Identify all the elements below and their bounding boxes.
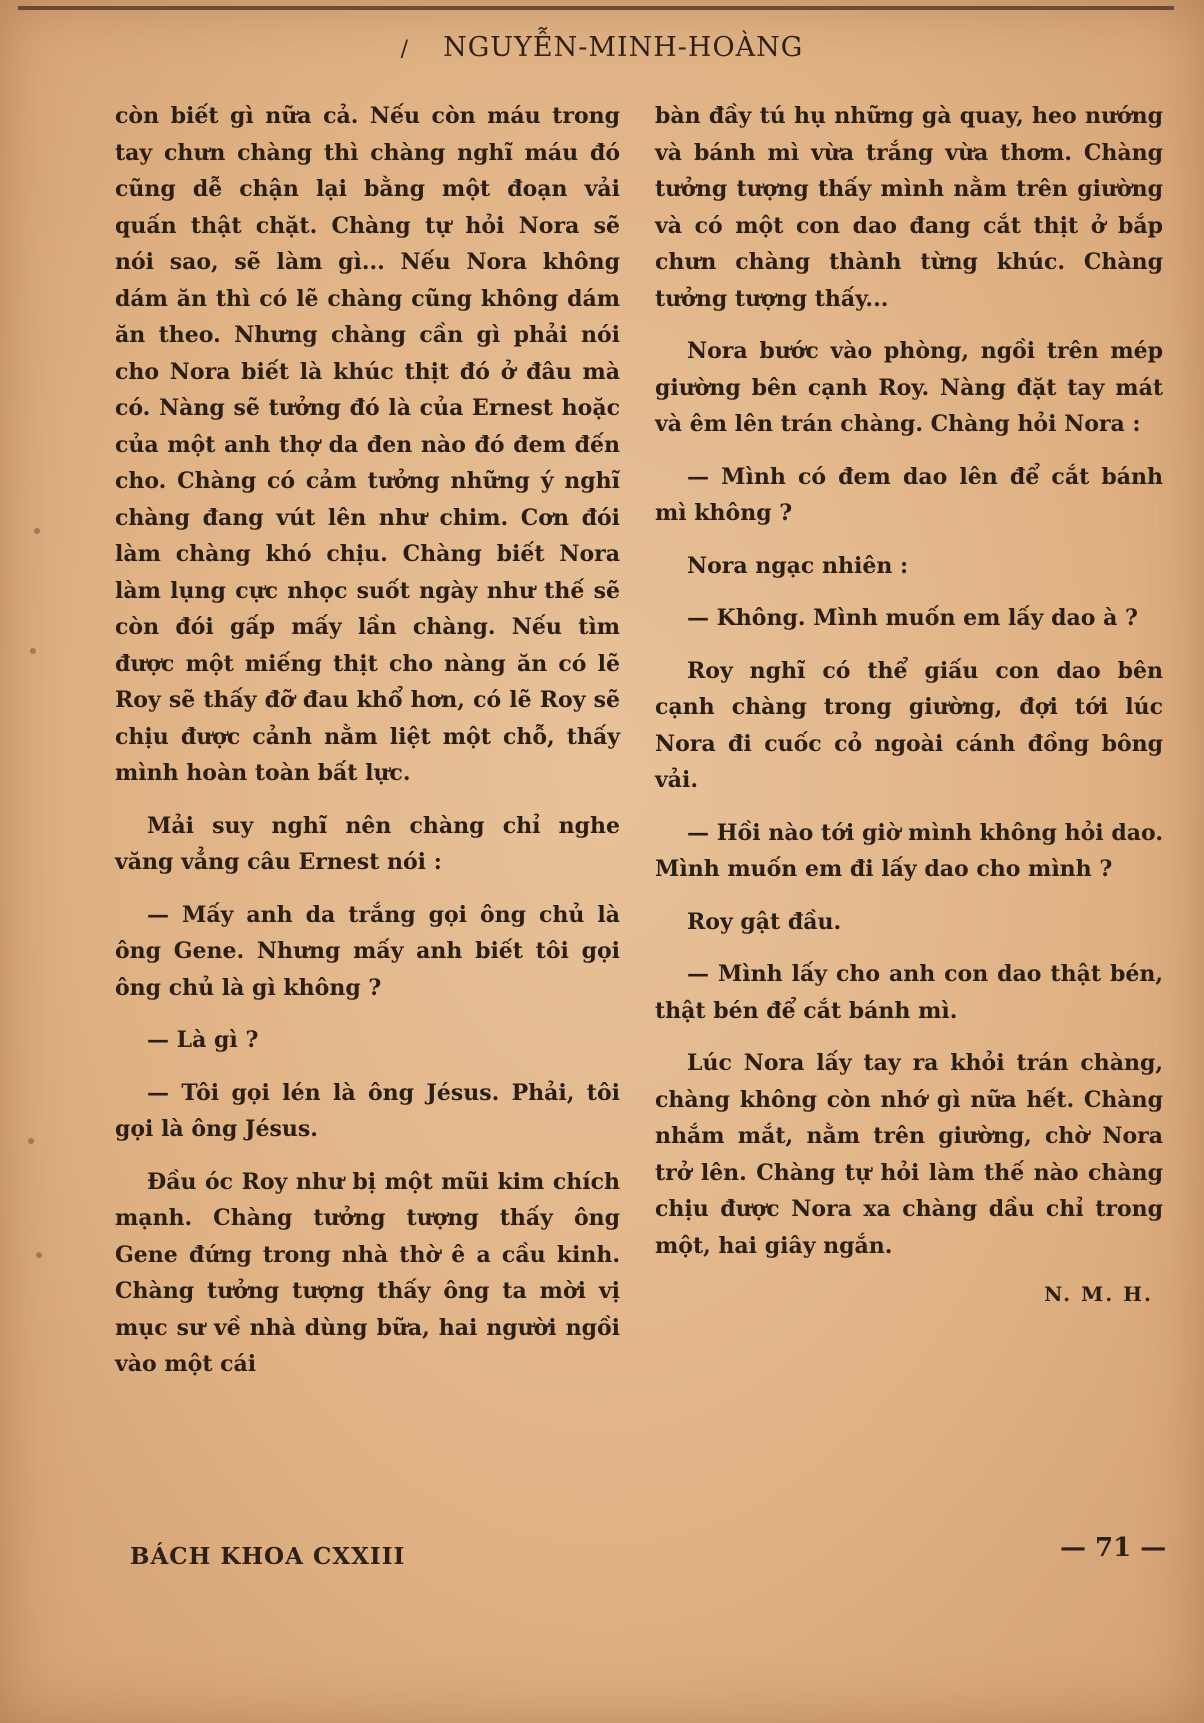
page-number: — 71 —: [1060, 1533, 1167, 1563]
dialogue-line: — Mình lấy cho anh con dao thật bén, thật bén để cắt bánh mì.: [655, 961, 1163, 1024]
top-border-rule: [18, 6, 1174, 10]
right-column: [655, 98, 1163, 1313]
dialogue-line: — Không. Mình muốn em lấy dao à ?: [687, 605, 1138, 631]
paragraph: Nora ngạc nhiên :: [687, 552, 909, 579]
paragraph: còn biết gì nữa cả. Nếu còn máu trong tay chưn chàng thì chàng nghĩ máu đó cũng dễ chận lại bằng một đoạn vải quấn thật chặt. Chàng tự hỏi Nora sẽ nói sao, sẽ làm gì... Nếu Nora không dám ăn thì có lẽ chàng cũng không dám ăn theo. Nhưng chàng cần gì phải nói cho Nora biết là khúc thịt đó ở đâu mà có. Nàng sẽ tưởng đó là của Ernest hoặc của một anh thợ da đen nào đó đem đến cho. Chàng có cảm tưởng những ý nghĩ chàng đang vút lên như chim. Cơn đói làm chàng khó chịu. Chàng biết Nora làm lụng cực nhọc suốt ngày như thế sẽ còn đói gấp mấy lần chàng. Nếu tìm được một miếng thịt cho nàng ăn có lẽ Roy sẽ thấy đỡ đau khổ hơn, có lẽ Roy sẽ chịu được cảnh nằm liệt một chỗ, thấy mình hoàn toàn bất lực.: [115, 103, 620, 786]
paragraph: Nora bước vào phòng, ngồi trên mép giường bên cạnh Roy. Nàng đặt tay mát và êm lên trán chàng. Chàng hỏi Nora :: [655, 338, 1163, 437]
author-signature: N. M. H.: [1044, 1282, 1153, 1306]
magazine-issue: BÁCH KHOA CXXIII: [130, 1543, 406, 1570]
paragraph: Đầu óc Roy như bị một mũi kim chích mạnh. Chàng tưởng tượng thấy ông Gene đứng trong nhà thờ ê a cầu kinh. Chàng tưởng tượng thấy ông ta mời vị mục sư về nhà dùng bữa, hai người ngồi vào một cái: [115, 1168, 620, 1377]
paper-speck: [30, 648, 36, 654]
page-header: [0, 32, 1204, 63]
paragraph: Roy nghĩ có thể giấu con dao bên cạnh chàng trong giường, đợi tới lúc Nora đi cuốc cỏ ngoài cánh đồng bông vải.: [655, 657, 1163, 793]
dialogue-line: — Hồi nào tới giờ mình không hỏi dao. Mình muốn em đi lấy dao cho mình ?: [655, 819, 1163, 882]
paragraph: Mải suy nghĩ nên chàng chỉ nghe văng vẳng câu Ernest nói :: [115, 812, 620, 875]
author-name: NGUYỄN-MINH-HOÀNG: [443, 32, 804, 63]
paragraph: Lúc Nora lấy tay ra khỏi trán chàng, chàng không còn nhớ gì nữa hết. Chàng nhắm mắt, nằm trên giường, chờ Nora trở lên. Chàng tự hỏi làm thế nào chàng chịu được Nora xa chàng dầu chỉ trong một, hai giây ngắn.: [655, 1050, 1163, 1259]
dialogue-line: — Là gì ?: [147, 1027, 259, 1053]
left-column: [115, 98, 620, 1399]
paper-speck: [34, 528, 40, 534]
paper-speck: [36, 1252, 42, 1258]
paper-speck: [28, 1138, 34, 1144]
paragraph: bàn đầy tú hụ những gà quay, heo nướng và bánh mì vừa trắng vừa thơm. Chàng tưởng tượng thấy mình nằm trên giường và có một con dao đang cắt thịt ở bắp chưn chàng thành từng khúc. Chàng tưởng tượng thấy...: [655, 103, 1163, 312]
dialogue-line: — Mình có đem dao lên để cắt bánh mì không ?: [655, 463, 1163, 526]
header-mark: /: [400, 37, 410, 62]
dialogue-line: — Mấy anh da trắng gọi ông chủ là ông Gene. Nhưng mấy anh biết tôi gọi ông chủ là gì không ?: [115, 901, 620, 1001]
paragraph: Roy gật đầu.: [687, 908, 842, 935]
dialogue-line: — Tôi gọi lén là ông Jésus. Phải, tôi gọi là ông Jésus.: [115, 1079, 620, 1142]
